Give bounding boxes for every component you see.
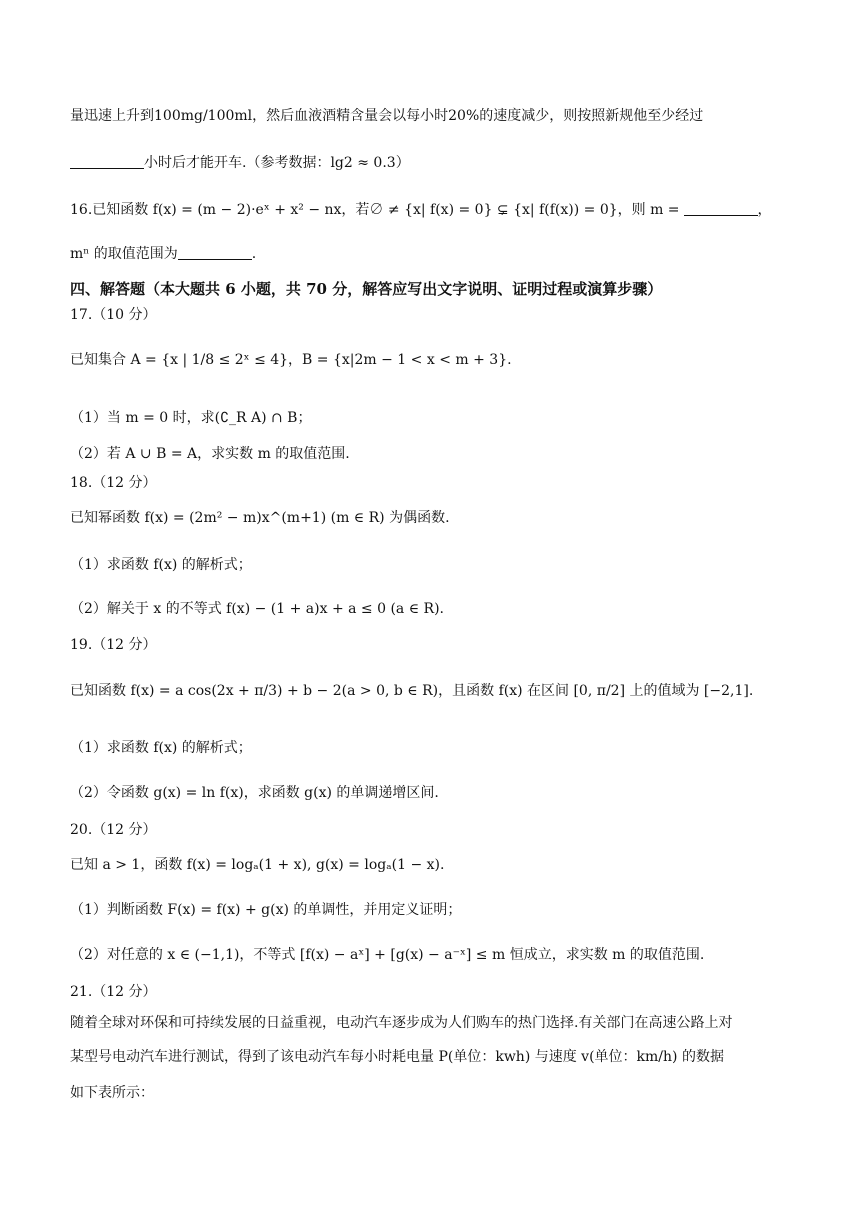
problem-17-part2: （2）若 A ∪ B = A，求实数 m 的取值范围. [70, 446, 350, 462]
problem-19-part1: （1）求函数 f(x) 的解析式； [70, 740, 252, 756]
problem-18-title: 18.（12 分） [70, 475, 157, 491]
answer-blank-15 [70, 152, 144, 169]
problem-17-part1: （1）当 m = 0 时，求(∁_R A) ∩ B； [70, 410, 312, 426]
problem-15-continuation: 量迅速上升到100mg/100ml，然后血液酒精含量会以每小时20%的速度减少，则按照新规他至少经过 [70, 108, 704, 124]
problem-17-statement: 已知集合 A = {x | 1/8 ≤ 2ˣ ≤ 4}，B = {x|2m − 1 < x < m + 3}. [70, 352, 512, 368]
problem-17-title: 17.（10 分） [70, 307, 157, 323]
problem-21-title: 21.（12 分） [70, 984, 157, 1000]
problem-19-part2: （2）令函数 g(x) = ln f(x)，求函数 g(x) 的单调递增区间. [70, 785, 439, 801]
problem-18-statement: 已知幂函数 f(x) = (2m² − m)x^(m+1) (m ∈ R) 为偶函数. [70, 510, 450, 526]
problem-18-part1: （1）求函数 f(x) 的解析式； [70, 557, 252, 573]
section-heading: 四、解答题（本大题共 6 小题，共 70 分，解答应写出文字说明、证明过程或演算步骤） [70, 280, 663, 298]
problem-16-second-line: mⁿ 的取值范围为 . [70, 243, 256, 264]
problem-21-line1: 随着全球对环保和可持续发展的日益重视，电动汽车逐步成为人们购车的热门选择.有关部门在高速公路上对 [70, 1015, 733, 1031]
problem-20-part1: （1）判断函数 F(x) = f(x) + g(x) 的单调性，并用定义证明； [70, 902, 462, 918]
problem-21-line3: 如下表所示： [70, 1085, 154, 1101]
problem-16: 16.已知函数 f(x) = (m − 2)·eˣ + x² − nx，若∅ ≠ {x| f(x) = 0} ⊊ {x| f(f(x)) = 0}，则 m = ， [70, 199, 772, 220]
answer-blank-16a [684, 199, 758, 216]
problem-19-title: 19.（12 分） [70, 637, 157, 653]
problem-18-part2: （2）解关于 x 的不等式 f(x) − (1 + a)x + a ≤ 0 (a ∈ R). [70, 601, 444, 617]
answer-blank-16b [178, 243, 252, 260]
problem-19-statement: 已知函数 f(x) = a cos(2x + π/3) + b − 2(a > 0, b ∈ R)，且函数 f(x) 在区间 [0, π/2] 上的值域为 [−2,1]. [70, 683, 754, 699]
problem-20-title: 20.（12 分） [70, 822, 157, 838]
problem-20-part2: （2）对任意的 x ∈ (−1,1)，不等式 [f(x) − aˣ] + [g(x) − a⁻ˣ] ≤ m 恒成立，求实数 m 的取值范围. [70, 947, 705, 963]
problem-21-line2: 某型号电动汽车进行测试，得到了该电动汽车每小时耗电量 P(单位：kwh) 与速度 v(单位：km/h) 的数据 [70, 1049, 724, 1065]
problem-20-statement: 已知 a > 1，函数 f(x) = logₐ(1 + x), g(x) = logₐ(1 − x). [70, 857, 445, 873]
problem-15-answer-line: 小时后才能开车.（参考数据：lg2 ≈ 0.3） [70, 152, 410, 173]
